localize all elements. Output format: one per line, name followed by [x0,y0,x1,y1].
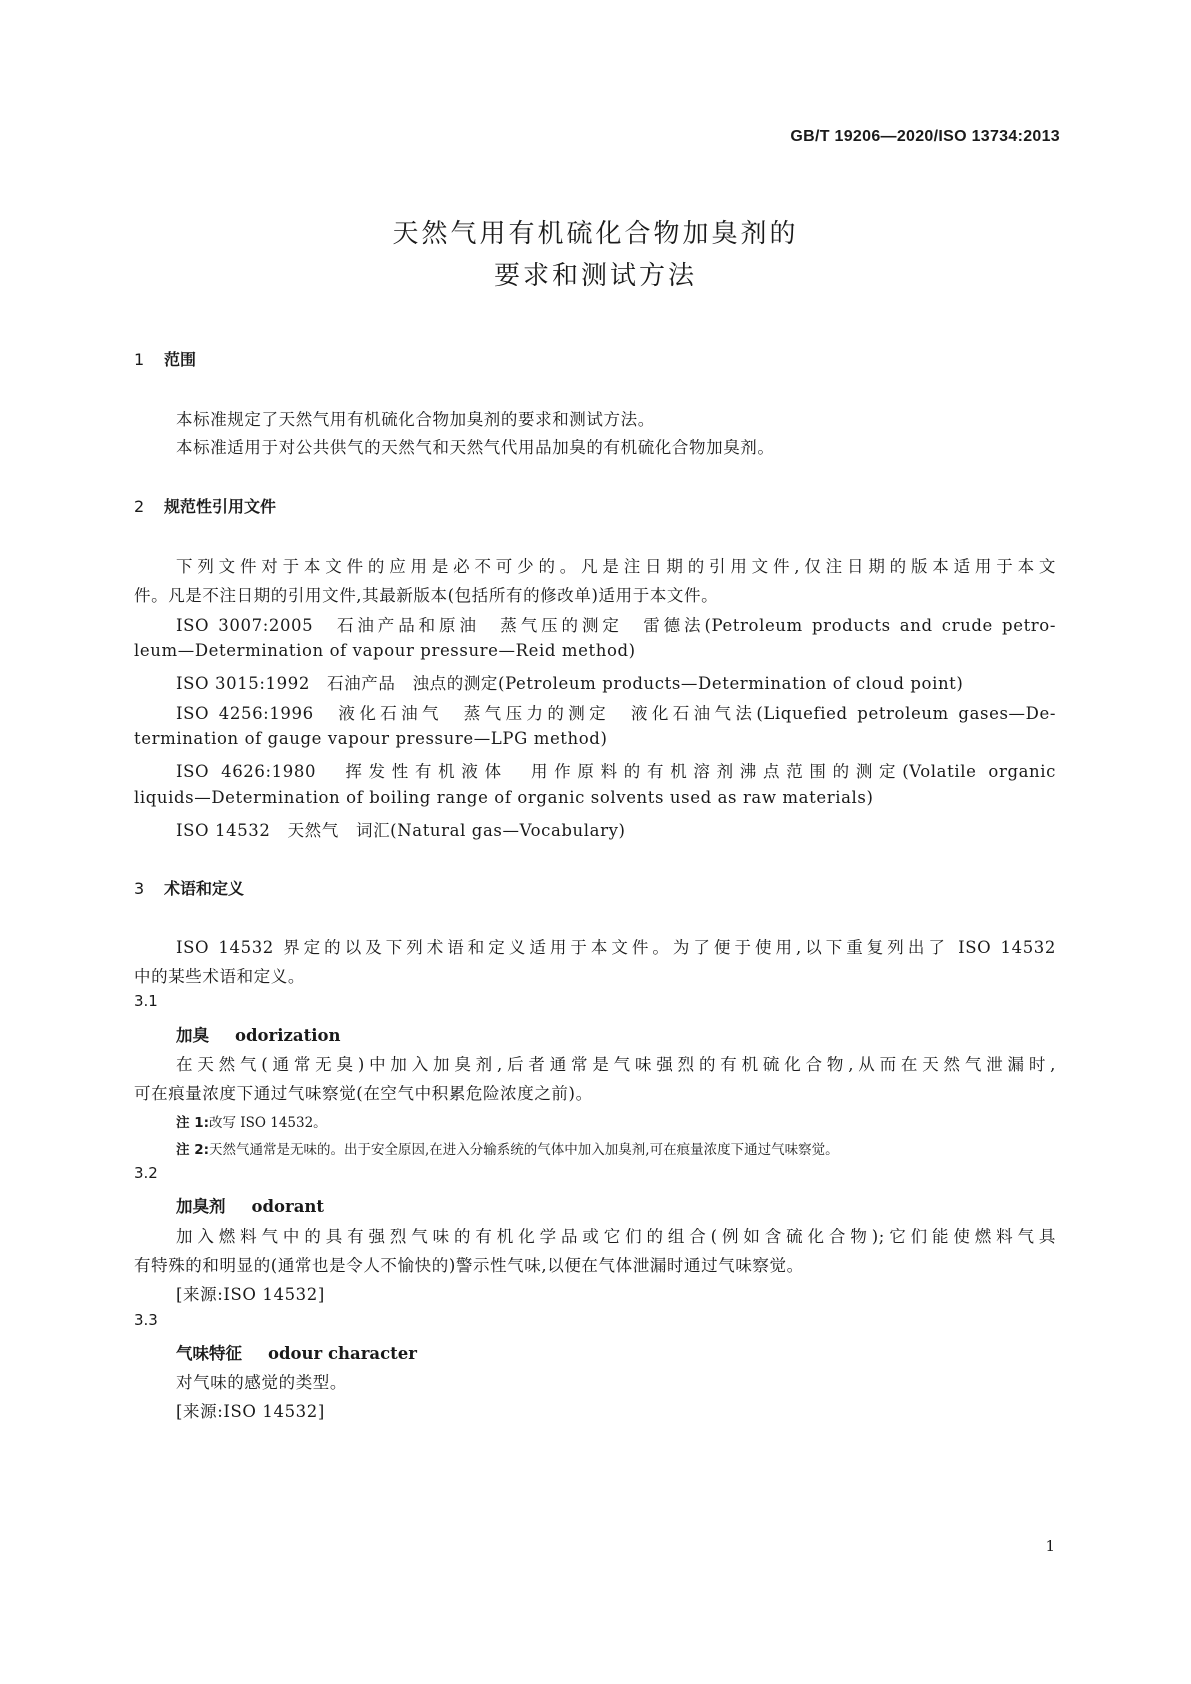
definition-line: 有特殊的和明显的(通常也是令人不愉快的)警示性气味,以便在气体泄漏时通过气味察觉。 [134,1256,804,1275]
term-english: odour character [268,1344,417,1363]
reference-line: ISO 4256:1996 液化石油气 蒸气压力的测定 液化石油气法(Liquefied petroleum gases—De- [176,704,1056,723]
document-title-line-2: 要求和测试方法 [493,261,697,291]
paragraph-line: 中的某些术语和定义。 [134,967,305,986]
term-number: 3.2 [134,1164,158,1182]
section-number: 2 [134,497,145,516]
term-chinese: 加臭 [176,1026,209,1045]
note [176,1111,327,1131]
standard-code: GB/T 19206—2020/ISO 13734:2013 [790,128,1060,145]
definition-line: 加入燃料气中的具有强烈气味的有机化学品或它们的组合(例如含硫化合物);它们能使燃料气具 [176,1227,1056,1246]
section-number: 3 [134,879,145,898]
paragraph-line: 件。凡是不注日期的引用文件,其最新版本(包括所有的修改单)适用于本文件。 [134,586,719,605]
definition-line: 对气味的感觉的类型。 [176,1373,347,1392]
document-title-line-1: 天然气用有机硫化合物加臭剂的 [392,219,799,249]
definition-line: 在天然气(通常无臭)中加入加臭剂,后者通常是气味强烈的有机硫化合物,从而在天然气泄漏时, [176,1055,1056,1074]
reference-line: ISO 4626:1980 挥发性有机液体 用作原料的有机溶剂沸点范围的测定(Volatile organic [176,762,1056,781]
reference-line: termination of gauge vapour pressure—LPG method) [134,729,608,748]
note-text: 天然气通常是无味的。出于安全原因,在进入分输系统的气体中加入加臭剂,可在痕量浓度下通过气味察觉。 [209,1142,839,1158]
reference-line: ISO 3007:2005 石油产品和原油 蒸气压的测定 雷德法(Petroleum products and crude petro- [176,616,1056,635]
source-citation: [来源:ISO 14532] [176,1402,325,1421]
section-title: 术语和定义 [164,879,245,898]
term-english: odorization [235,1026,341,1045]
term-heading [176,1340,417,1364]
note-text: 改写 ISO 14532。 [209,1115,327,1131]
note-label: 注 1: [176,1115,209,1131]
term-chinese: 加臭剂 [176,1197,226,1216]
term-number: 3.1 [134,992,158,1010]
paragraph: 本标准适用于对公共供气的天然气和天然气代用品加臭的有机硫化合物加臭剂。 [176,438,775,457]
section-1-heading [134,347,196,370]
section-number: 1 [134,350,145,369]
reference-line: liquids—Determination of boiling range of organic solvents used as raw materials) [134,788,874,807]
section-3-heading [134,876,244,899]
section-2-heading [134,494,276,517]
paragraph-line: 下列文件对于本文件的应用是必不可少的。凡是注日期的引用文件,仅注日期的版本适用于本文 [176,557,1056,576]
section-title: 规范性引用文件 [164,497,277,516]
reference-line: ISO 3015:1992 石油产品 浊点的测定(Petroleum products—Determination of cloud point) [176,674,964,693]
definition-line: 可在痕量浓度下通过气味察觉(在空气中积累危险浓度之前)。 [134,1084,593,1103]
source-citation: [来源:ISO 14532] [176,1285,325,1304]
paragraph-line: ISO 14532 界定的以及下列术语和定义适用于本文件。为了便于使用,以下重复列出了 ISO 14532 [176,938,1056,957]
section-title: 范围 [164,350,197,369]
term-heading [176,1022,340,1046]
paragraph: 本标准规定了天然气用有机硫化合物加臭剂的要求和测试方法。 [176,410,655,429]
term-english: odorant [251,1197,325,1216]
term-number: 3.3 [134,1311,158,1329]
reference-line: ISO 14532 天然气 词汇(Natural gas—Vocabulary) [176,821,626,840]
page-number: 1 [1045,1537,1055,1555]
note-label: 注 2: [176,1142,209,1158]
reference-line: leum—Determination of vapour pressure—Reid method) [134,641,636,660]
term-chinese: 气味特征 [176,1344,242,1363]
note [176,1138,839,1158]
term-heading [176,1193,324,1217]
